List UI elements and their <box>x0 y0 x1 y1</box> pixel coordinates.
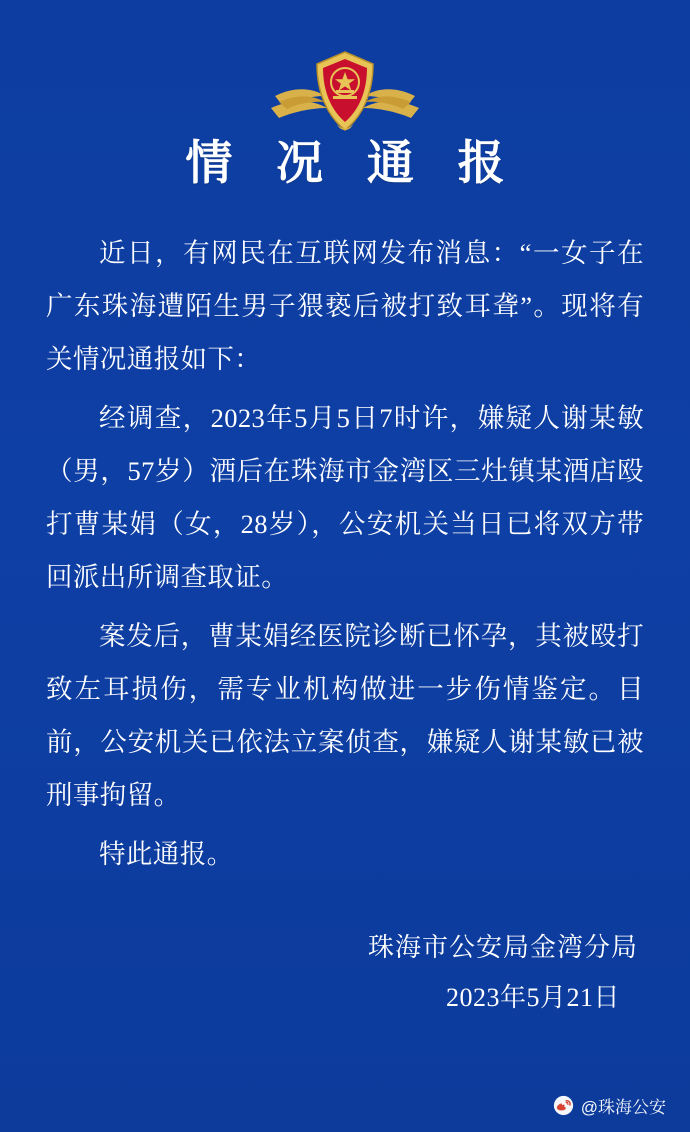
weibo-attribution <box>553 1093 666 1118</box>
notice-body <box>46 227 644 887</box>
signature-block <box>0 923 638 1023</box>
issuing-organization: 珠海市公安局金湾分局 <box>367 933 638 962</box>
paragraph-4: 特此通报。 <box>99 839 234 869</box>
emblem-container <box>0 0 690 104</box>
paragraph-2: 经调查，2023年5月5日7时许，嫌疑人谢某敏（男，57岁）酒后在珠海市金湾区三灶镇某酒店殴打曹某娟（女，28岁），公安机关当日已将双方带回派出所调查取证。 <box>46 403 644 592</box>
page-title: 情 况 通 报 <box>185 138 521 190</box>
weibo-icon <box>553 1095 574 1116</box>
weibo-account-name: @珠海公安 <box>580 1098 666 1117</box>
issue-date: 2023年5月21日 <box>445 983 620 1012</box>
paragraph-3: 案发后，曹某娟经医院诊断已怀孕，其被殴打致左耳损伤，需专业机构做进一步伤情鉴定。目前，公安机关已依法立案侦查，嫌疑人谢某敏已被刑事拘留。 <box>46 621 644 810</box>
police-badge-emblem-icon <box>269 46 421 138</box>
paragraph-1: 近日，有网民在互联网发布消息：“一女子在广东珠海遭陌生男子猥亵后被打致耳聋”。现将有关情况通报如下： <box>46 238 644 374</box>
